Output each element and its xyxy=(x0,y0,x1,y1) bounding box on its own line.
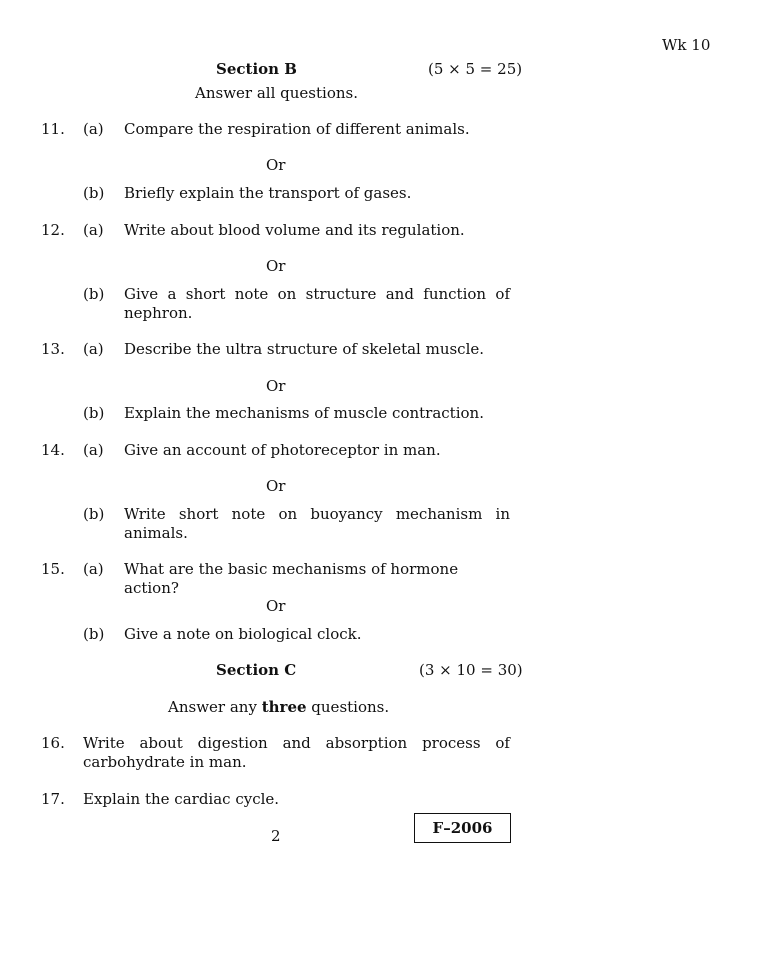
question-number: 13. xyxy=(41,340,65,358)
option-a-label: (a) xyxy=(83,560,104,578)
option-a-label: (a) xyxy=(83,221,104,239)
page-number: 2 xyxy=(271,827,281,845)
option-a-text: Write about blood volume and its regulation. xyxy=(124,221,465,239)
or-separator: Or xyxy=(266,156,286,174)
section-c-instruction xyxy=(168,698,389,716)
question-number: 17. xyxy=(41,790,65,808)
question-text: Write about digestion and absorption process of carbohydrate in man. xyxy=(83,734,510,771)
instruction-emphasis: three xyxy=(261,698,307,716)
instruction-pre: Answer any xyxy=(168,698,262,716)
question-number: 11. xyxy=(41,120,65,138)
option-a-text: Give an account of photoreceptor in man. xyxy=(124,441,441,459)
section-b-title: Section B xyxy=(216,60,297,78)
question-number: 12. xyxy=(41,221,65,239)
option-b-label: (b) xyxy=(83,625,105,643)
question-number: 15. xyxy=(41,560,65,578)
option-b-text: Explain the mechanisms of muscle contraction. xyxy=(124,404,484,422)
option-b-label: (b) xyxy=(83,505,105,523)
option-a-label: (a) xyxy=(83,340,104,358)
option-a-label: (a) xyxy=(83,120,104,138)
or-separator: Or xyxy=(266,477,286,495)
or-separator: Or xyxy=(266,257,286,275)
question-number: 16. xyxy=(41,734,65,752)
option-b-text: Give a note on biological clock. xyxy=(124,625,362,643)
instruction-post: questions. xyxy=(306,698,390,716)
option-b-label: (b) xyxy=(83,184,105,202)
option-b-label: (b) xyxy=(83,404,105,422)
section-c-title: Section C xyxy=(216,661,297,679)
paper-code-box: F–2006 xyxy=(414,813,511,843)
or-separator: Or xyxy=(266,597,286,615)
option-a-text: What are the basic mechanisms of hormone action? xyxy=(124,560,459,597)
option-b-text: Give a short note on structure and function of nephron. xyxy=(124,285,510,322)
option-b-text: Write short note on buoyancy mechanism in animals. xyxy=(124,505,510,542)
section-b-marks: (5 × 5 = 25) xyxy=(428,60,523,78)
page-code: Wk 10 xyxy=(662,36,711,54)
question-number: 14. xyxy=(41,441,65,459)
option-b-text: Briefly explain the transport of gases. xyxy=(124,184,412,202)
option-a-label: (a) xyxy=(83,441,104,459)
section-b-instruction: Answer all questions. xyxy=(195,84,358,102)
section-c-marks: (3 × 10 = 30) xyxy=(419,661,523,679)
or-separator: Or xyxy=(266,377,286,395)
option-a-text: Describe the ultra structure of skeletal muscle. xyxy=(124,340,485,358)
option-a-text: Compare the respiration of different animals. xyxy=(124,120,470,138)
question-text: Explain the cardiac cycle. xyxy=(83,790,280,808)
option-b-label: (b) xyxy=(83,285,105,303)
